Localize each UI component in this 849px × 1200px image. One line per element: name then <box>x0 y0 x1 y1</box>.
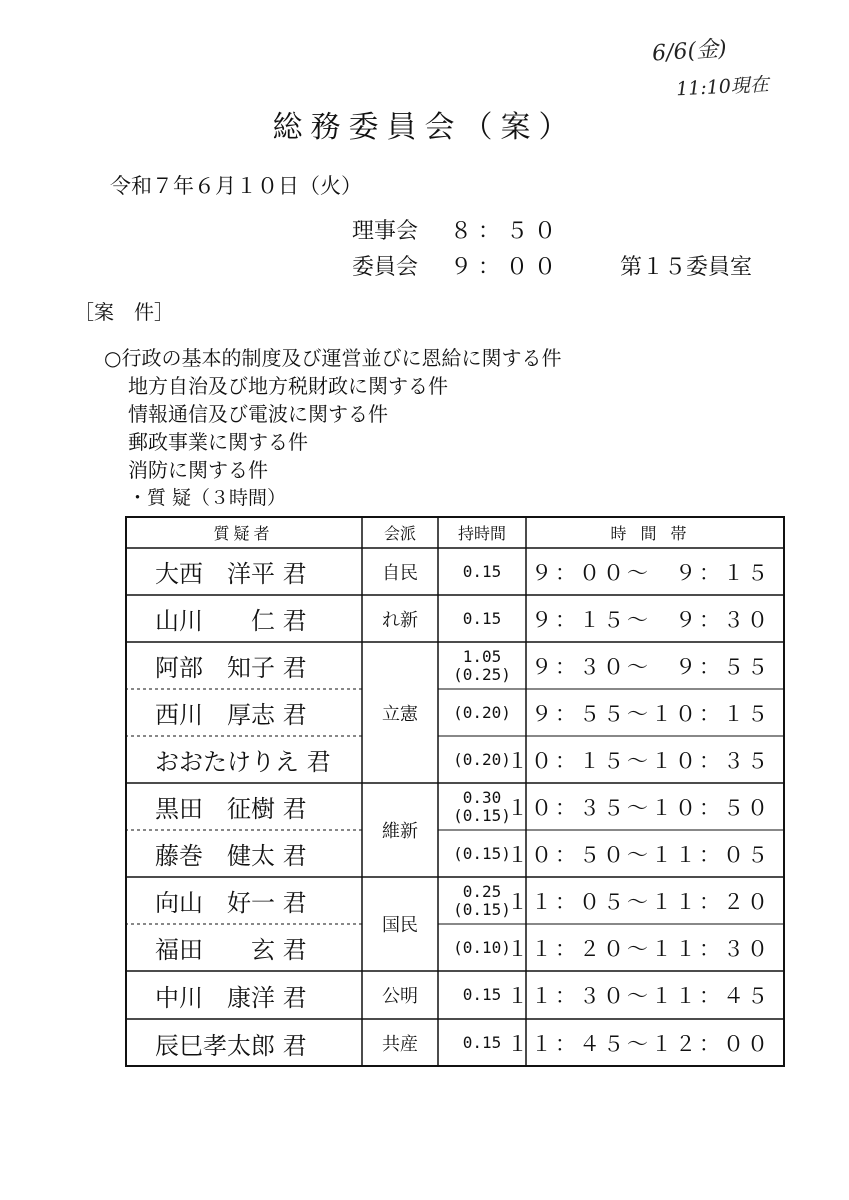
time-slot: １１：２０～１１：３０ <box>507 936 771 961</box>
time-slot: １０：１５～１０：３５ <box>507 748 771 773</box>
page-title: 総務委員会（案） <box>272 110 577 145</box>
questioner-name: 西川 厚志 君 <box>155 701 307 729</box>
directors-meeting-time: ８：５０ <box>450 219 563 244</box>
questioner-name: 辰巳孝太郎 君 <box>155 1031 307 1060</box>
duration: 0.25 (0.15) <box>453 881 511 919</box>
questioner-name: 中川 康洋 君 <box>155 983 307 1012</box>
agenda-item: 地方自治及び地方税財政に関する件 <box>128 374 448 398</box>
duration: (0.20) <box>453 749 511 769</box>
questioner-name: 阿部 知子 君 <box>155 654 307 682</box>
party: 維新 <box>382 821 418 842</box>
questioner-name: 藤巻 健太 君 <box>155 842 307 870</box>
questioner-name: おおたけりえ 君 <box>155 748 331 776</box>
committee-meeting-label: 委員会 <box>352 255 419 280</box>
header-questioner: 質疑者 <box>213 523 274 543</box>
party: 自民 <box>382 562 418 584</box>
agenda-item: 情報通信及び電波に関する件 <box>128 402 388 426</box>
party: 公明 <box>382 986 418 1007</box>
handwritten-time-note: 11:10現在 <box>675 73 770 101</box>
duration: 0.30 (0.15) <box>453 787 511 825</box>
handwritten-date-note: 6/6(金) <box>651 36 728 67</box>
header-party: 会派 <box>383 523 416 543</box>
duration: (0.15) <box>453 843 511 863</box>
time-slot: １１：０５～１１：２０ <box>507 889 771 914</box>
party: 立憲 <box>382 703 418 725</box>
questioner-name: 大西 洋平 君 <box>155 560 307 588</box>
duration: (0.10) <box>453 937 511 957</box>
agenda-item: 郵政事業に関する件 <box>128 430 308 454</box>
header-duration: 持時間 <box>457 523 506 543</box>
time-slot: １０：３５～１０：５０ <box>507 795 771 820</box>
duration: 1.05 (0.25) <box>453 646 511 684</box>
agenda-item: 消防に関する件 <box>128 458 268 482</box>
time-slot: １０：５０～１１：０５ <box>507 842 771 867</box>
party: 共産 <box>382 1034 418 1055</box>
time-slot: ９：００～ ９：１５ <box>531 560 771 585</box>
party: 国民 <box>382 915 418 936</box>
duration: (0.20) <box>453 702 511 722</box>
duration: 0.15 <box>462 608 502 628</box>
time-slot: ９：３０～ ９：５５ <box>531 654 771 679</box>
questioner-name: 黒田 征樹 君 <box>155 795 307 823</box>
committee-meeting-time: ９：００ <box>450 255 563 280</box>
directors-meeting-label: 理事会 <box>352 219 419 244</box>
duration: 0.15 <box>462 1033 502 1052</box>
time-slot: １１：４５～１２：００ <box>507 1032 771 1056</box>
questioning-schedule-table <box>125 516 785 1067</box>
time-slot: １１：３０～１１：４５ <box>507 984 771 1008</box>
agenda-item: ○行政の基本的制度及び運営並びに恩給に関する件 <box>104 346 562 370</box>
questioner-name: 向山 好一 君 <box>155 889 307 917</box>
questioning-session-label: ・質 疑（３時間） <box>128 487 287 509</box>
meeting-date: 令和７年６月１０日（火） <box>110 174 362 198</box>
questioner-name: 山川 仁 君 <box>155 607 307 635</box>
header-time-slot: 時間帯 <box>610 523 701 543</box>
agenda-heading: ［案 件］ <box>74 300 174 324</box>
time-slot: ９：１５～ ９：３０ <box>531 607 771 632</box>
time-slot: ９：５５～１０：１５ <box>531 701 771 726</box>
committee-room: 第１５委員室 <box>620 255 753 280</box>
duration: 0.15 <box>462 985 502 1004</box>
questioner-name: 福田 玄 君 <box>155 936 307 964</box>
duration: 0.15 <box>462 561 502 581</box>
party: れ新 <box>382 609 418 631</box>
